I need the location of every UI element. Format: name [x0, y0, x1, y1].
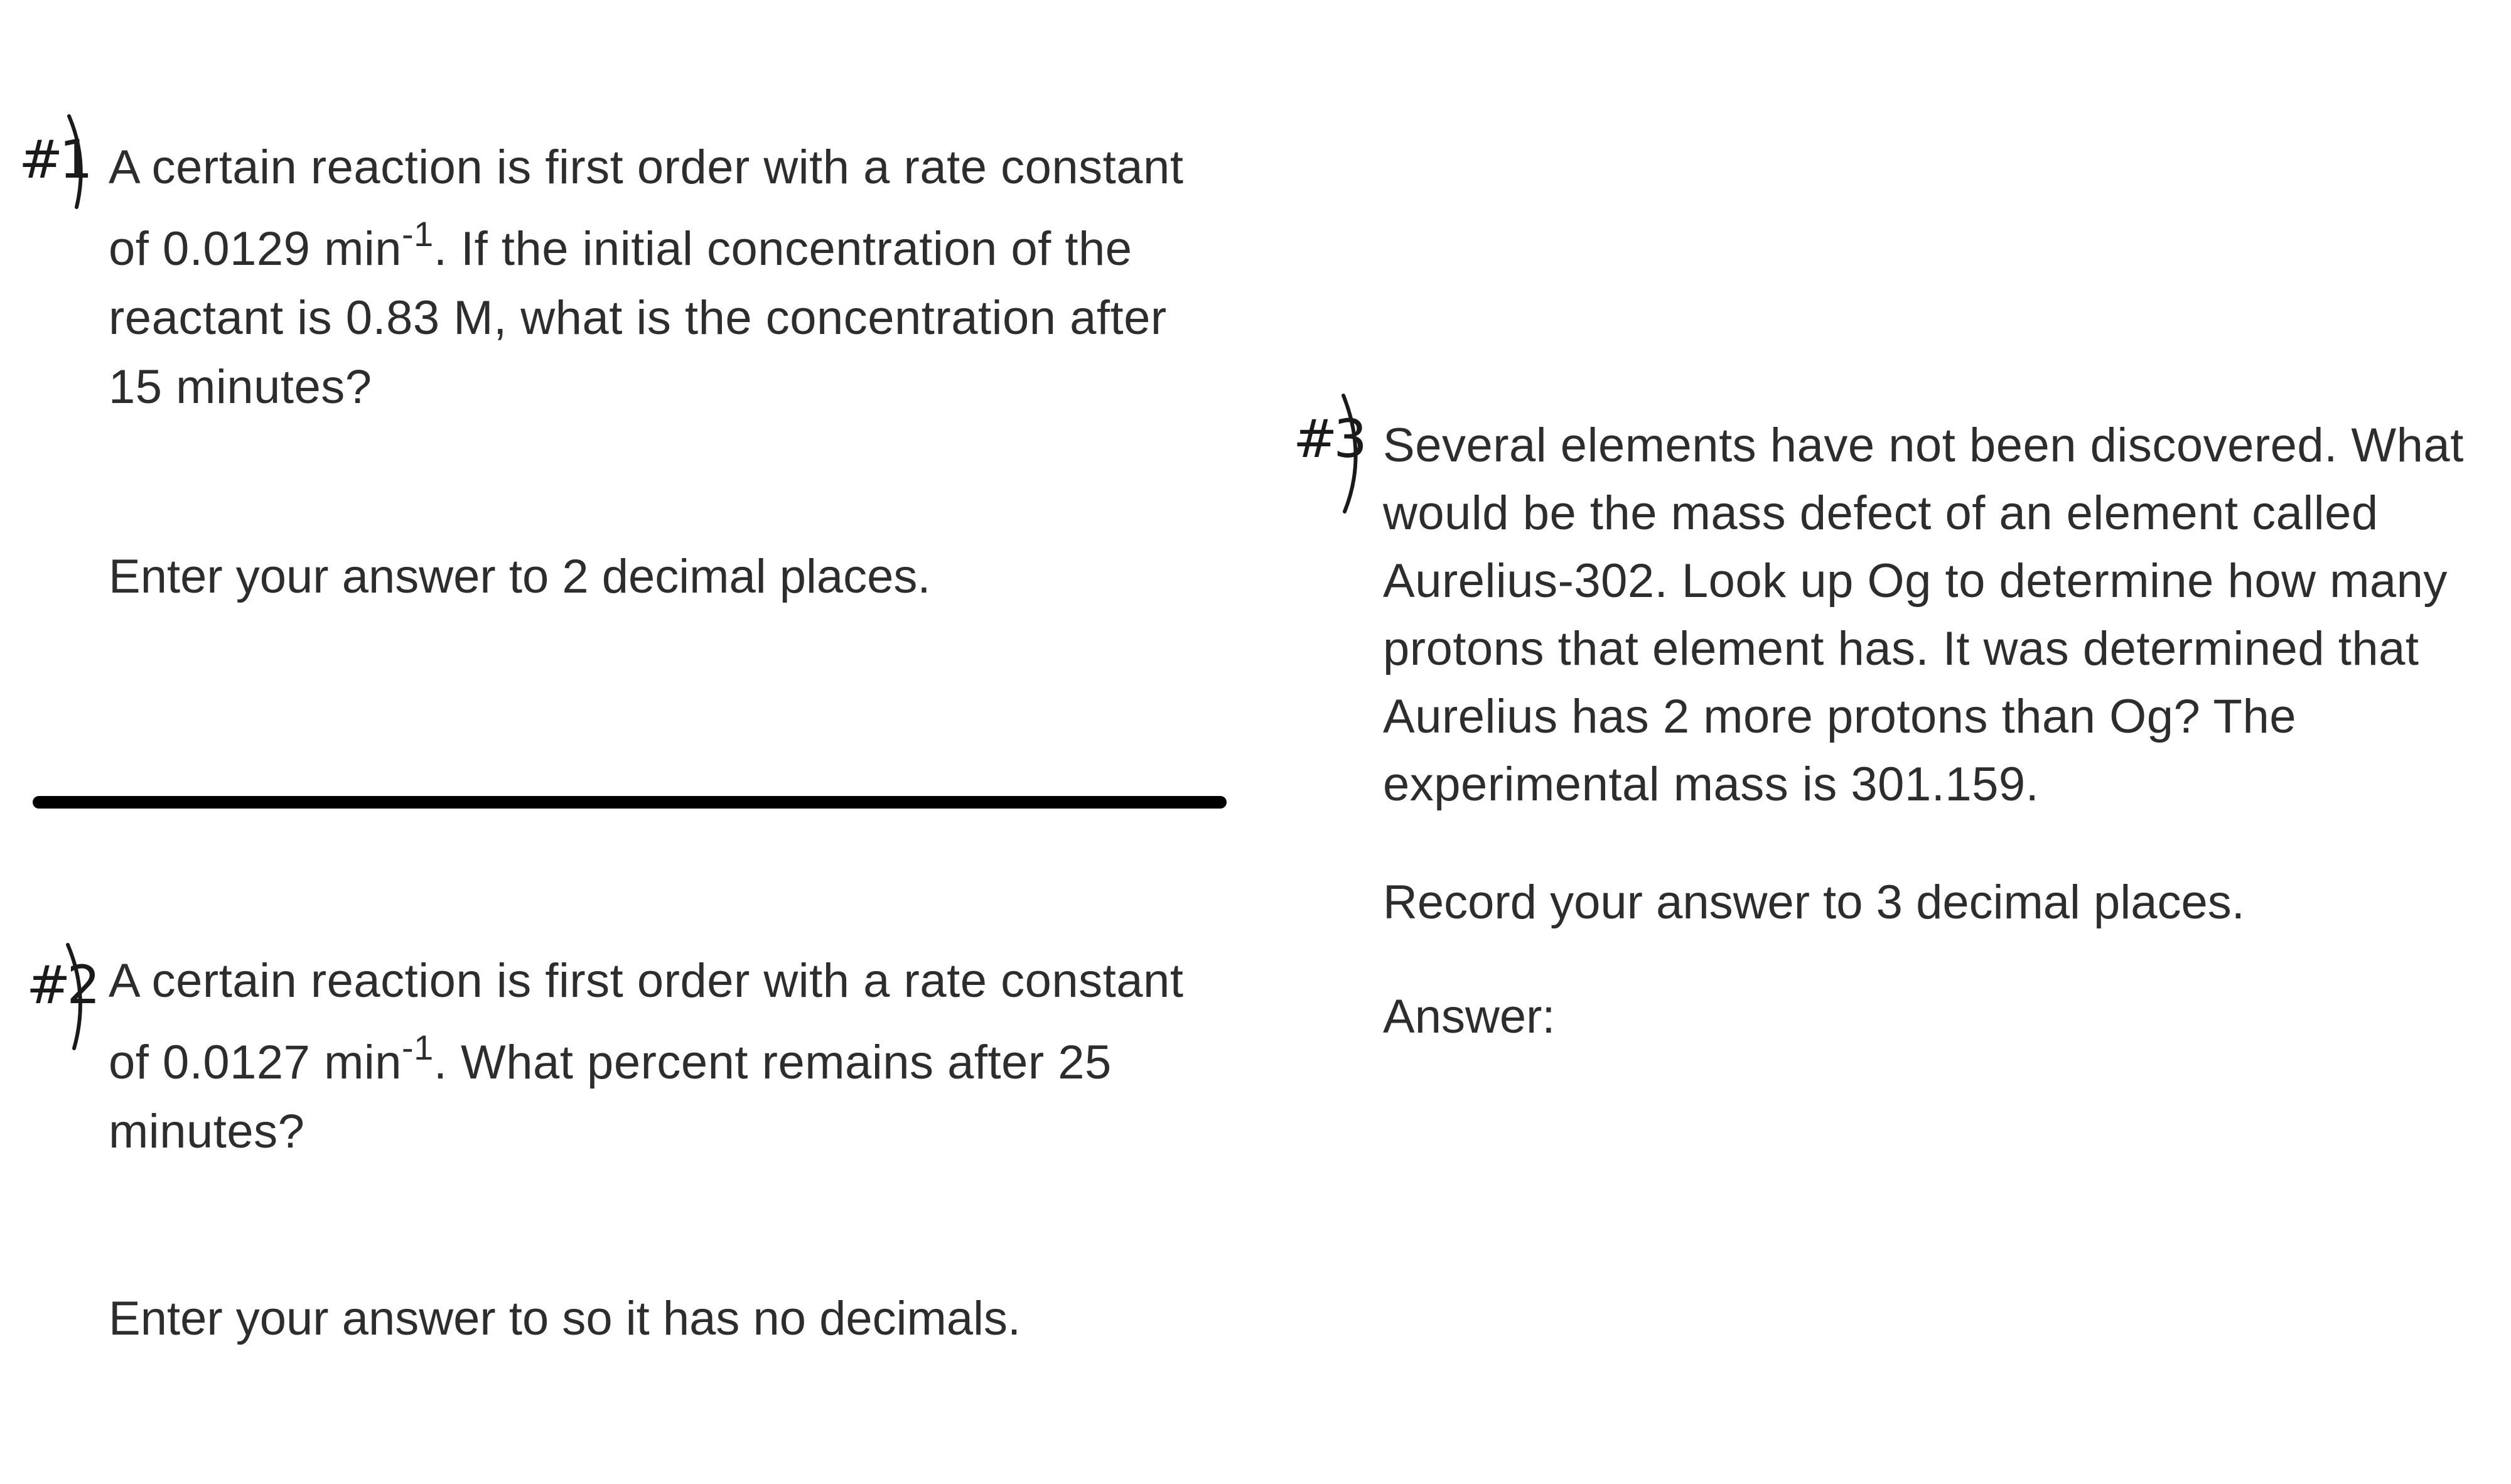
section-divider — [33, 796, 1227, 809]
question-2-text — [109, 947, 1183, 1166]
question-1-line: reactant is 0.83 M, what is the concentration after — [109, 291, 1167, 345]
question-1-text — [109, 133, 1183, 422]
question-1-line: A certain reaction is first order with a rate constant — [109, 141, 1184, 194]
question-3-line: Aurelius has 2 more protons than Og? The — [1383, 690, 2296, 743]
question-1-number: #1 — [19, 129, 89, 190]
question-2-number: #2 — [26, 954, 97, 1016]
question-3-line: would be the mass defect of an element called — [1383, 487, 2379, 540]
question-1-line: 15 minutes? — [109, 360, 372, 414]
question-3-number: #3 — [1293, 408, 1363, 470]
question-2-instruction: Enter your answer to so it has no decimals. — [109, 1292, 1021, 1345]
question-3-line: experimental mass is 301.159. — [1383, 758, 2040, 811]
question-3-line: Several elements have not been discovered. What — [1383, 419, 2464, 472]
question-2-line: minutes? — [109, 1105, 305, 1158]
question-3-line: protons that element has. It was determined that — [1383, 622, 2419, 675]
question-2-line: of 0.0127 $\min^{-1}$. What percent remains after 25 — [109, 1028, 1112, 1089]
question-2-paren — [63, 942, 100, 1055]
question-3-paren — [1337, 392, 1375, 518]
answer-label: Answer: — [1383, 990, 1556, 1043]
question-1-instruction: Enter your answer to 2 decimal places. — [109, 550, 931, 603]
question-1-line: of 0.0129 $\min^{-1}$. If the initial concentration of the — [109, 214, 1132, 276]
question-3-instruction: Record your answer to 3 decimal places. — [1383, 876, 2245, 929]
question-3-text — [1383, 412, 2464, 819]
question-2-line: A certain reaction is first order with a rate constant — [109, 954, 1184, 1008]
question-1-paren — [63, 113, 100, 213]
question-3-line: Aurelius-302. Look up Og to determine how many — [1383, 554, 2448, 608]
